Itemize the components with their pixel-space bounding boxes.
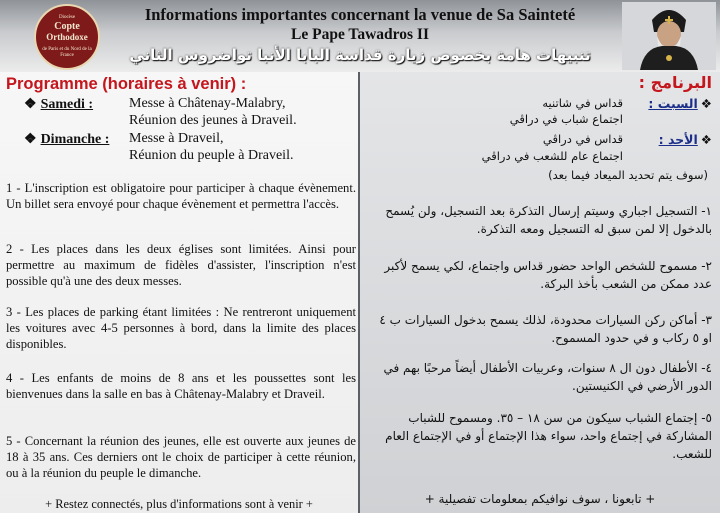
info-paragraph-5: 5 - Concernant la réunion des jeunes, elle est ouverte aux jeunes de 18 à 35 ans. Ces derniers ont le choix de participer à cette réunion, ou à la réunion du peuple le dimanche. (6, 434, 356, 480)
event-line: Réunion du peuple à Draveil. (129, 148, 294, 163)
program-title-fr: Programme (horaires à venir) : (6, 75, 247, 93)
event-line: Messe à Draveil, (129, 131, 224, 146)
diamond-bullet-icon: ❖ (700, 96, 712, 111)
info-paragraph-3: 3 - Les places de parking étant limitées : Ne rentreront uniquement les voitures avec 4-5 personnes à bord, dans la limite des places disponibles. (6, 305, 356, 351)
info-paragraph-2: 2 - Les places dans les deux églises sont limitées. Ainsi pour permettre au maximum de fidèles d'assister, l'inscription n'est possible qu'à une des deux messes. (6, 242, 356, 288)
program-title-ar: البرنامج : (638, 73, 712, 92)
title-french-line-2: Le Pape Tawadros II (291, 26, 429, 43)
diocese-logo (34, 4, 100, 70)
pope-photo (622, 2, 716, 70)
logo-line-4: de Paris et du Nord de la France (42, 47, 92, 58)
day-sunday-ar (659, 132, 712, 147)
title-arabic: تنبيهات هامة بخصوص زيارة قداسة البابا الأنبا تواضروس الثاني (129, 46, 591, 64)
title-french-line-1: Informations importantes concernant la venue de Sa Sainteté (144, 5, 576, 24)
diamond-bullet-icon: ❖ (24, 132, 37, 147)
info-paragraph-4: 4 - Les enfants de moins de 8 ans et les poussettes sont les bienvenues dans la salle en bas à Châtenay-Malabry et Draveil. (6, 371, 356, 401)
info-paragraph-ar-2: ٢- مسموح للشخص الواحد حضور قداس واجتماع، لكي يسمح لأكبر عدد ممكن من الشعب بأخذ البركة. (384, 259, 712, 291)
footer-ar: + تابعونا ، سوف نوافيكم بمعلومات تفصيلية + (424, 492, 656, 506)
info-paragraph-ar-3: ٣- أماكن ركن السيارات محدودة، لذلك يسمح بدخول السيارات ب ٤ او ٥ ركاب و في حدود المسموح. (379, 313, 712, 345)
event-line: Réunion des jeunes à Draveil. (129, 113, 297, 128)
pope-portrait-icon (622, 2, 716, 70)
day-label: الأحد : (658, 132, 698, 147)
logo-line-3: Orthodoxe (46, 32, 88, 42)
header-banner (0, 0, 720, 72)
event-line: اجتماع شباب في دراڤي (509, 112, 623, 126)
event-line: اجتماع عام للشعب في دراڤي (481, 149, 623, 163)
diamond-bullet-icon: ❖ (24, 97, 37, 112)
french-column (0, 72, 358, 513)
info-paragraph-1: 1 - L'inscription est obligatoire pour participer à chaque évènement. Un billet sera envoyé pour chaque évènement et permettra l'accès. (6, 181, 356, 211)
day-sunday-fr (24, 131, 109, 148)
day-saturday-fr (24, 96, 93, 113)
info-paragraph-ar-5: ٥- إجتماع الشباب سيكون من سن ١٨ – ٣٥. ومسموح للشباب المشاركة في إجتماع واحد، سواء هذا الإجتماع أو في الإجتماع العام للشعب. (385, 411, 712, 461)
logo-line-1: Diocèse (58, 15, 76, 20)
logo-line-2: Copte (54, 21, 80, 32)
day-label: Dimanche : (40, 132, 110, 147)
event-line: Messe à Châtenay-Malabry, (129, 96, 286, 111)
event-line: قداس في شاتنيه (542, 96, 623, 110)
schedule-note: (سوف يتم تحديد الميعاد فيما بعد) (548, 168, 708, 182)
footer-fr: + Restez connectés, plus d'informations sont à venir + (45, 497, 313, 511)
diamond-bullet-icon: ❖ (700, 132, 712, 147)
event-line: قداس في دراڤي (542, 132, 623, 146)
info-paragraph-ar-1: ١- التسجيل اجباري وسيتم إرسال التذكرة بعد التسجيل، ولن يُسمح بالدخول إلا لمن سبق له التسجيل ومعه التذكرة. (385, 204, 712, 236)
info-paragraph-ar-4: ٤- الأطفال دون ال ٨ سنوات، وعربيات الأطفال أيضاً مرحبًا بهم في الدور الأرضي في الكنيستين. (383, 361, 712, 393)
day-saturday-ar (648, 96, 712, 111)
day-label: السبت : (648, 96, 698, 111)
arabic-column (360, 72, 720, 513)
day-label: Samedi : (40, 97, 94, 112)
